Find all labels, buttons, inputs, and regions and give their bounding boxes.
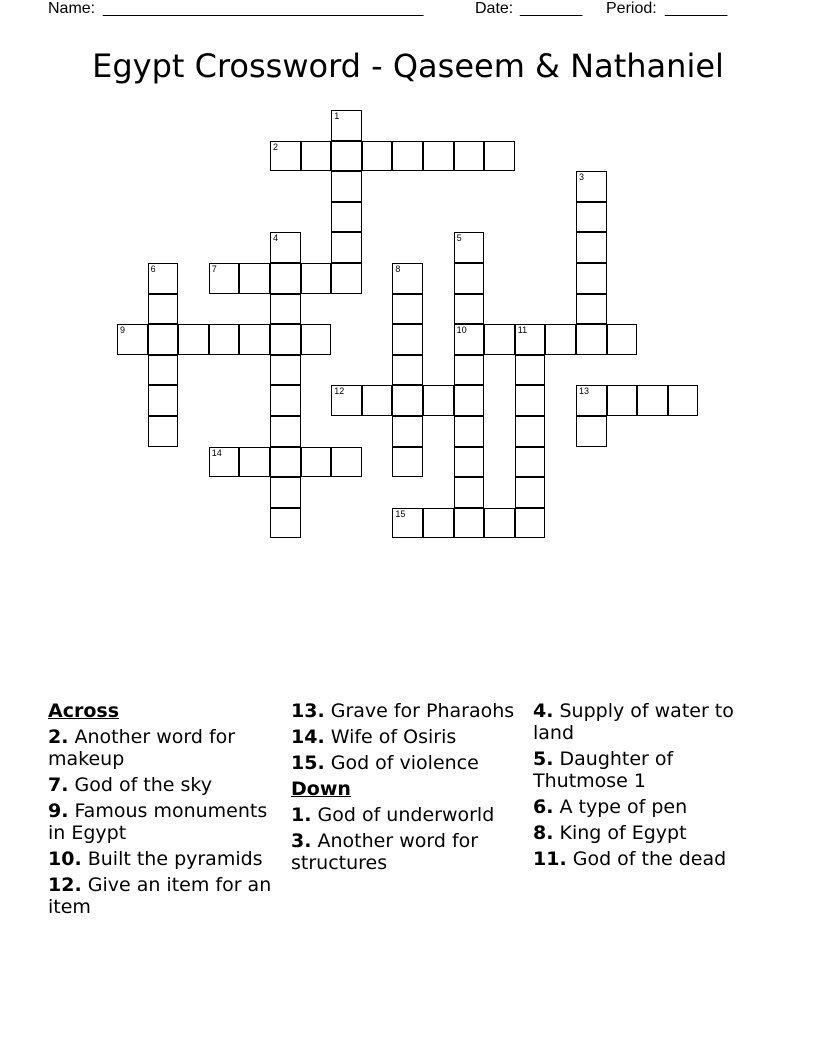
grid-cell[interactable] — [148, 294, 179, 325]
grid-cell[interactable] — [270, 447, 301, 478]
down-heading: Down — [291, 778, 351, 800]
clue-text: Built the pyramids — [87, 848, 263, 870]
grid-cell[interactable] — [117, 324, 148, 355]
clue-number: 9. — [48, 800, 69, 822]
period-label: Period: — [606, 0, 657, 17]
grid-cell[interactable] — [423, 385, 454, 416]
clue-text: God of underworld — [317, 804, 495, 826]
grid-cell[interactable] — [454, 324, 485, 355]
grid-cell[interactable] — [454, 355, 485, 386]
clue-number: 11. — [533, 848, 567, 870]
clue-text: Another word for makeup — [48, 726, 236, 770]
grid-cell[interactable] — [576, 294, 607, 325]
cell-number: 3 — [579, 172, 585, 183]
clue-text: God of the sky — [74, 774, 212, 796]
clue-column-1 — [48, 700, 280, 922]
grid-cell[interactable] — [576, 416, 607, 447]
grid-cell[interactable] — [331, 171, 362, 202]
clue-down-11 — [533, 848, 765, 870]
date-label: Date: — [475, 0, 514, 17]
grid-cell[interactable] — [270, 508, 301, 539]
grid-cell[interactable] — [545, 324, 576, 355]
cell-number: 14 — [211, 447, 222, 458]
grid-cell[interactable] — [392, 416, 423, 447]
grid-cell[interactable] — [209, 263, 240, 294]
grid-cell[interactable] — [515, 385, 546, 416]
clue-number: 5. — [533, 748, 554, 770]
grid-cell[interactable] — [270, 477, 301, 508]
clue-across-15 — [291, 752, 523, 774]
grid-cell[interactable] — [392, 447, 423, 478]
clue-text: Give an item for an item — [48, 874, 272, 918]
cell-number: 12 — [334, 386, 345, 397]
cell-number: 2 — [273, 141, 279, 152]
grid-cell[interactable] — [331, 447, 362, 478]
clue-text: Another word for structures — [291, 830, 479, 874]
grid-cell[interactable] — [270, 294, 301, 325]
clue-across-9 — [48, 800, 280, 844]
grid-cell[interactable] — [270, 416, 301, 447]
page-title: Egypt Crossword - Qaseem & Nathaniel — [92, 47, 724, 85]
clue-down-6 — [533, 796, 765, 818]
grid-cell[interactable] — [454, 416, 485, 447]
grid-cell[interactable] — [637, 385, 668, 416]
grid-cell[interactable] — [454, 508, 485, 539]
grid-cell[interactable] — [270, 385, 301, 416]
clue-column-2 — [291, 700, 523, 878]
grid-cell[interactable] — [331, 202, 362, 233]
grid-cell[interactable] — [392, 263, 423, 294]
cell-number: 13 — [579, 386, 590, 397]
grid-cell[interactable] — [515, 355, 546, 386]
grid-cell[interactable] — [454, 447, 485, 478]
clue-down-3 — [291, 830, 523, 874]
clue-text: God of violence — [330, 752, 479, 774]
clue-across-2 — [48, 726, 280, 770]
grid-cell[interactable] — [576, 385, 607, 416]
grid-cell[interactable] — [301, 141, 332, 172]
clue-text: Grave for Pharaohs — [330, 700, 515, 722]
clue-number: 14. — [291, 726, 325, 748]
grid-cell[interactable] — [392, 385, 423, 416]
grid-cell[interactable] — [148, 355, 179, 386]
clue-number: 8. — [533, 822, 554, 844]
cell-number: 11 — [517, 325, 528, 336]
name-field[interactable]: ____________________________________ — [103, 0, 424, 17]
name-label: Name: — [48, 0, 96, 17]
grid-cell[interactable] — [301, 324, 332, 355]
grid-cell[interactable] — [423, 508, 454, 539]
grid-cell[interactable] — [576, 232, 607, 263]
clue-number: 7. — [48, 774, 69, 796]
clue-down-8 — [533, 822, 765, 844]
cell-number: 7 — [211, 264, 217, 274]
grid-cell[interactable] — [515, 447, 546, 478]
clue-text: King of Egypt — [559, 822, 687, 844]
grid-cell[interactable] — [239, 447, 270, 478]
grid-cell[interactable] — [454, 385, 485, 416]
clue-across-7 — [48, 774, 280, 796]
clue-number: 1. — [291, 804, 312, 826]
grid-cell[interactable] — [454, 477, 485, 508]
grid-cell[interactable] — [454, 232, 485, 263]
cell-number: 6 — [150, 264, 156, 274]
grid-cell[interactable] — [454, 141, 485, 172]
grid-cell[interactable] — [392, 355, 423, 386]
cell-number: 1 — [334, 111, 340, 121]
cell-number: 10 — [456, 325, 467, 336]
clue-across-14 — [291, 726, 523, 748]
grid-cell[interactable] — [148, 324, 179, 355]
grid-cell[interactable] — [515, 477, 546, 508]
grid-cell[interactable] — [454, 294, 485, 325]
crossword-grid — [117, 110, 707, 542]
clue-text: Wife of Osiris — [330, 726, 457, 748]
grid-cell[interactable] — [209, 447, 240, 478]
clue-number: 10. — [48, 848, 82, 870]
cell-number: 9 — [120, 325, 126, 336]
grid-cell[interactable] — [362, 385, 393, 416]
clue-text: Supply of water to land — [533, 700, 734, 744]
across-heading: Across — [48, 700, 120, 722]
grid-cell[interactable] — [331, 232, 362, 263]
clue-number: 3. — [291, 830, 312, 852]
clue-number: 4. — [533, 700, 554, 722]
grid-cell[interactable] — [484, 141, 515, 172]
grid-cell[interactable] — [576, 202, 607, 233]
grid-cell[interactable] — [576, 324, 607, 355]
clue-number: 12. — [48, 874, 82, 896]
grid-cell[interactable] — [423, 141, 454, 172]
grid-cell[interactable] — [239, 324, 270, 355]
period-field[interactable]: _______ — [665, 0, 728, 17]
grid-cell[interactable] — [484, 324, 515, 355]
clue-text: Daughter of Thutmose 1 — [533, 748, 674, 792]
grid-cell[interactable] — [270, 141, 301, 172]
cell-number: 5 — [456, 233, 462, 244]
grid-cell[interactable] — [392, 324, 423, 355]
grid-cell[interactable] — [576, 171, 607, 202]
grid-cell[interactable] — [331, 110, 362, 141]
grid-cell[interactable] — [148, 416, 179, 447]
grid-cell[interactable] — [239, 263, 270, 294]
grid-cell[interactable] — [331, 263, 362, 294]
clue-across-10 — [48, 848, 280, 870]
cell-number: 4 — [273, 233, 279, 244]
grid-cell[interactable] — [607, 324, 638, 355]
grid-cell[interactable] — [331, 141, 362, 172]
grid-cell[interactable] — [270, 263, 301, 294]
grid-cell[interactable] — [515, 324, 546, 355]
cell-number: 15 — [395, 508, 406, 519]
grid-cell[interactable] — [484, 508, 515, 539]
clue-number: 6. — [533, 796, 554, 818]
grid-cell[interactable] — [668, 385, 699, 416]
grid-cell[interactable] — [515, 416, 546, 447]
clue-text: God of the dead — [572, 848, 727, 870]
grid-cell[interactable] — [301, 263, 332, 294]
clue-column-3 — [533, 700, 765, 874]
grid-cell[interactable] — [178, 324, 209, 355]
cell-number: 8 — [395, 264, 401, 274]
grid-cell[interactable] — [607, 385, 638, 416]
grid-cell[interactable] — [148, 263, 179, 294]
grid-cell[interactable] — [392, 141, 423, 172]
date-field[interactable]: _______ — [520, 0, 583, 17]
grid-cell[interactable] — [454, 263, 485, 294]
clue-down-4 — [533, 700, 765, 744]
grid-cell[interactable] — [392, 294, 423, 325]
clue-text: A type of pen — [559, 796, 688, 818]
grid-cell[interactable] — [515, 508, 546, 539]
clue-number: 15. — [291, 752, 325, 774]
grid-cell[interactable] — [576, 263, 607, 294]
grid-cell[interactable] — [209, 324, 240, 355]
clue-text: Famous monuments in Egypt — [48, 800, 268, 844]
grid-cell[interactable] — [331, 385, 362, 416]
clue-across-13 — [291, 700, 523, 722]
grid-cell[interactable] — [148, 385, 179, 416]
grid-cell[interactable] — [362, 141, 393, 172]
clue-number: 13. — [291, 700, 325, 722]
clue-across-12 — [48, 874, 280, 918]
grid-cell[interactable] — [270, 232, 301, 263]
clue-number: 2. — [48, 726, 69, 748]
grid-cell[interactable] — [270, 324, 301, 355]
clue-down-5 — [533, 748, 765, 792]
grid-cell[interactable] — [392, 508, 423, 539]
grid-cell[interactable] — [270, 355, 301, 386]
clue-down-1 — [291, 804, 523, 826]
grid-cell[interactable] — [301, 447, 332, 478]
